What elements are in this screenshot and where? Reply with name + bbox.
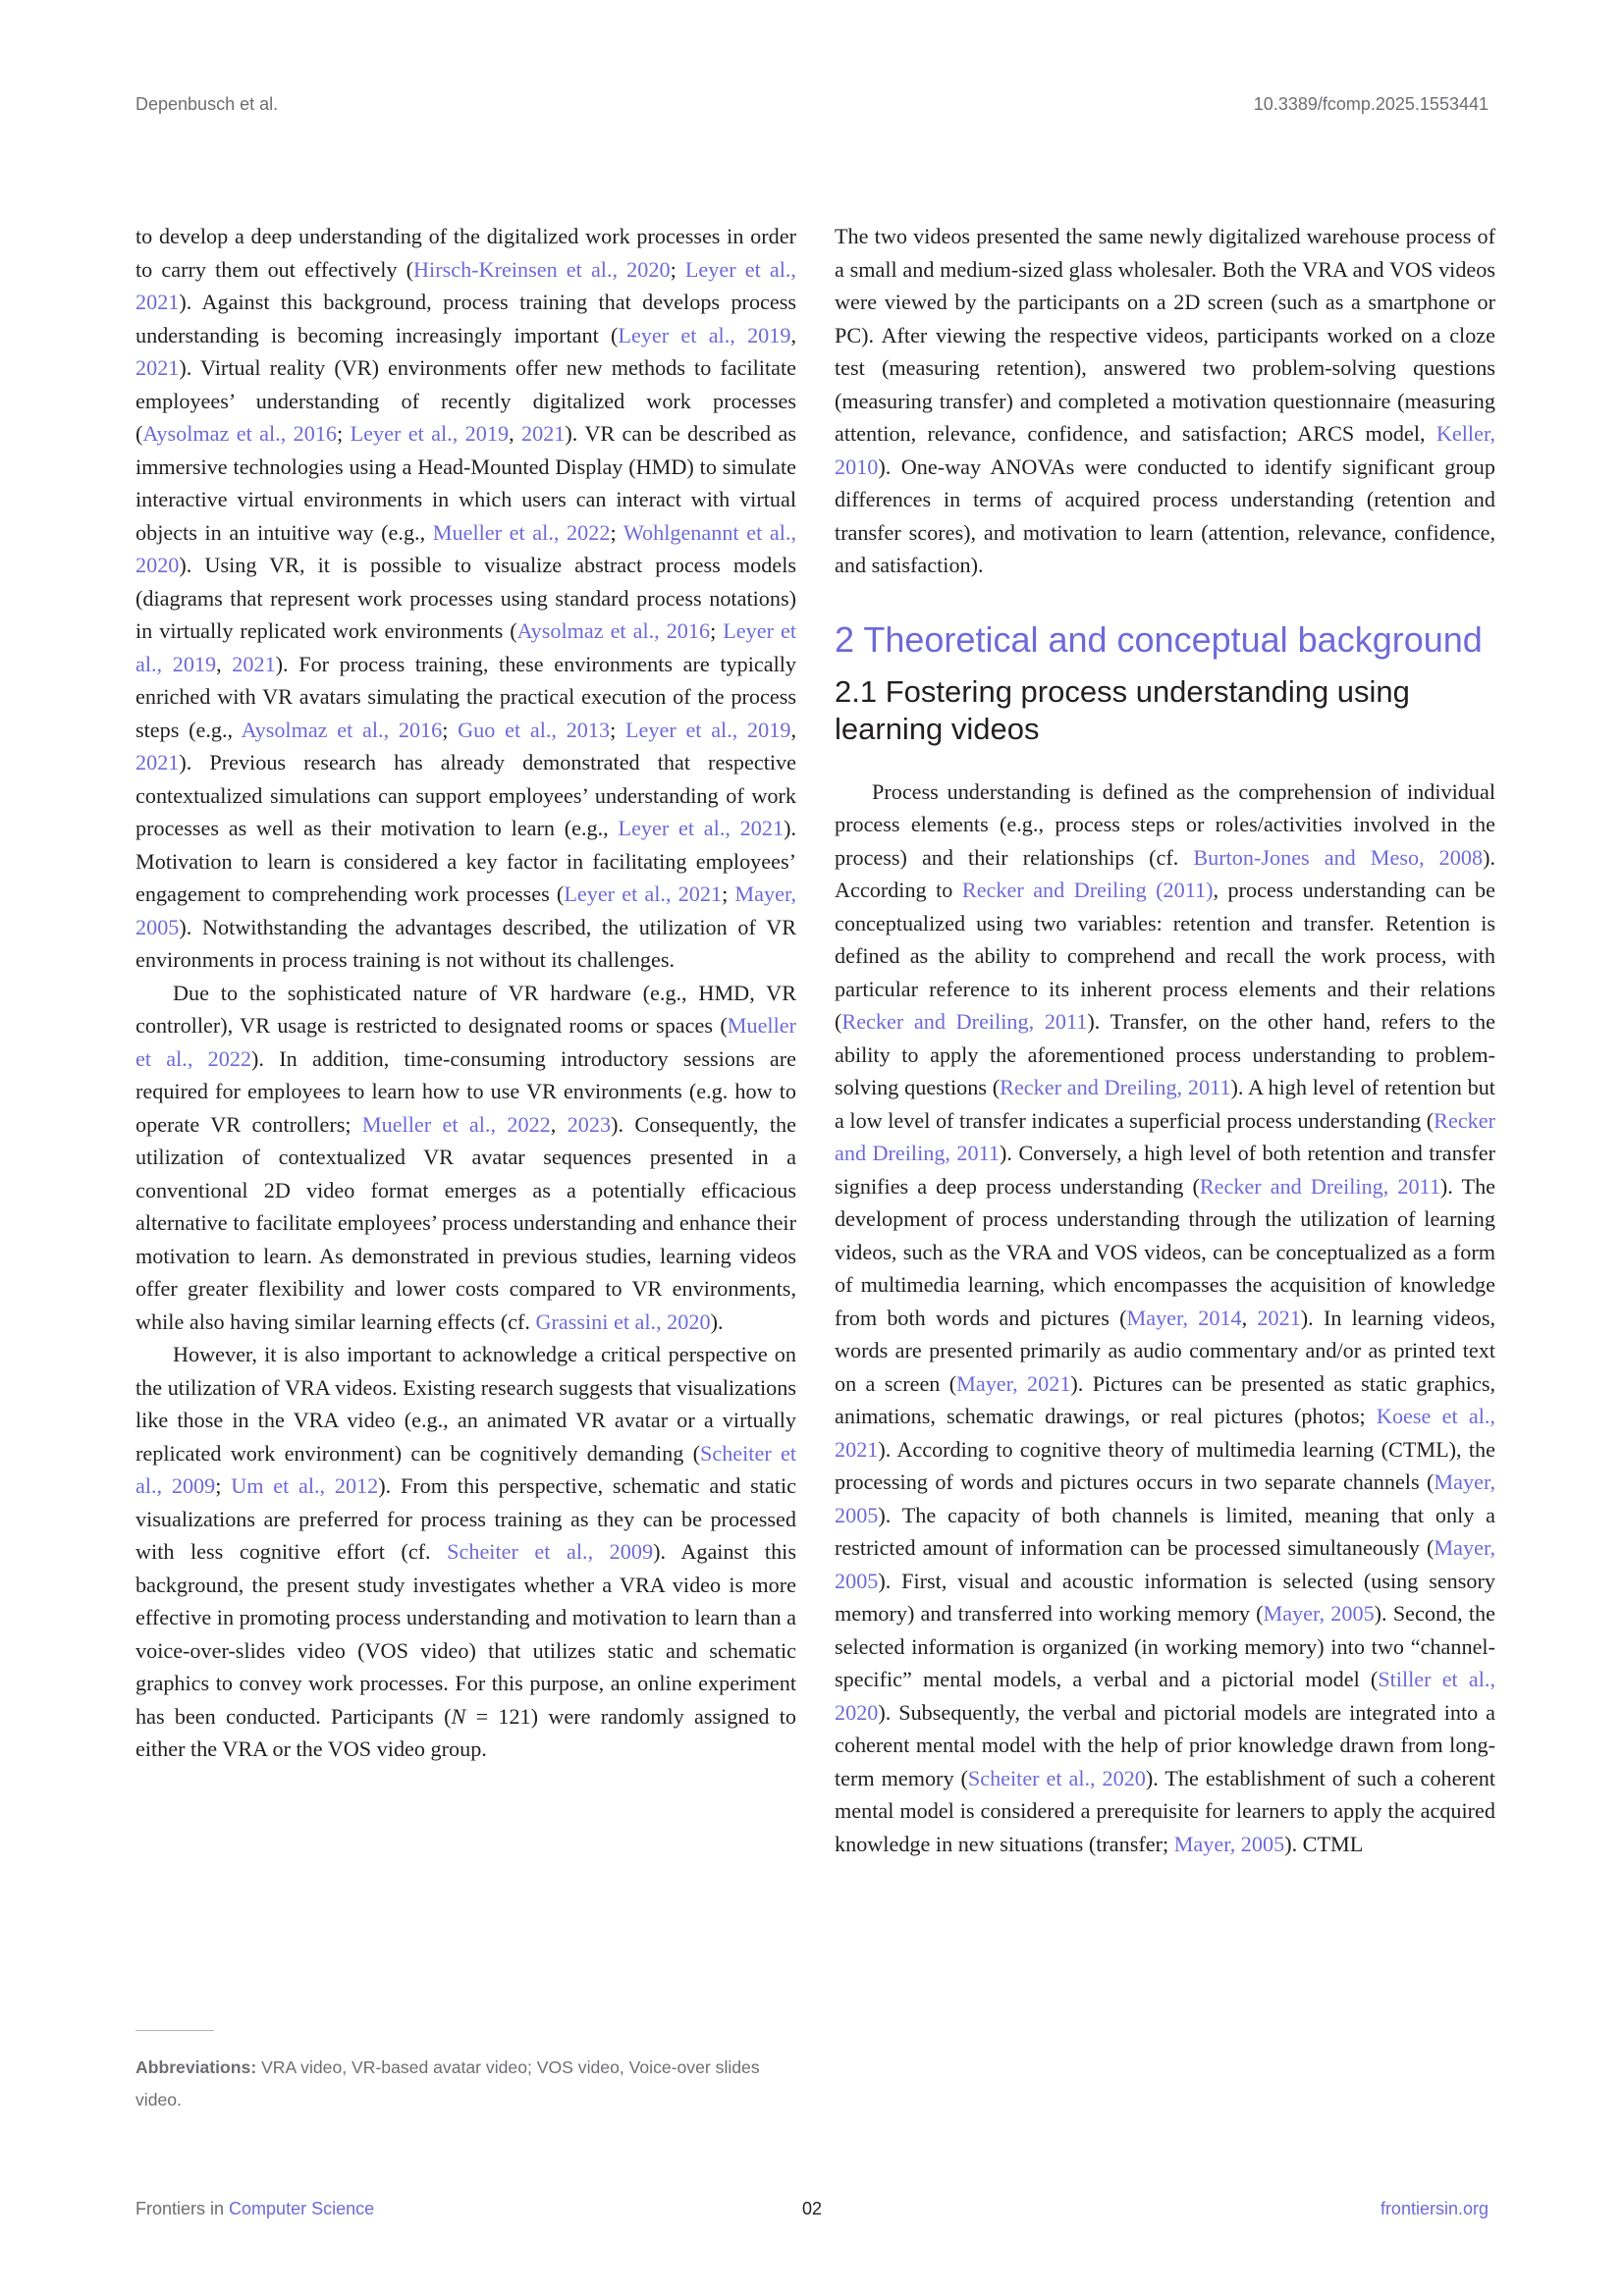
citation-link[interactable]: Scheiter et al., 2009 [447, 1539, 654, 1564]
footer-journal-prefix: Frontiers in [135, 2199, 225, 2218]
citation-link[interactable]: 2021 [232, 651, 276, 676]
citation-link[interactable]: Leyer et al., 2019 [624, 717, 791, 742]
citation-link[interactable]: Stiller et al., 2020 [835, 1667, 1495, 1725]
citation-link[interactable]: Mayer, 2005 [835, 1535, 1495, 1593]
citation-link[interactable]: 2021 [135, 355, 180, 380]
citation-link[interactable]: Koese et al., 2021 [835, 1404, 1495, 1462]
citation-link[interactable]: Mayer, 2005 [835, 1469, 1495, 1527]
citation-link[interactable]: Leyer et al., 2019 [135, 618, 796, 676]
citation-link[interactable]: Mayer, 2021 [956, 1370, 1071, 1396]
citation-link[interactable]: Leyer et al., 2021 [135, 256, 796, 314]
citation-link[interactable]: Recker and Dreiling, 2011 [841, 1009, 1088, 1034]
right-column [835, 220, 1495, 1860]
citation-link[interactable]: Mueller et al., 2022 [135, 1013, 796, 1071]
footnote-label: Abbreviations: [135, 2057, 257, 2077]
citation-link[interactable]: Keller, 2010 [835, 421, 1495, 479]
left-column [135, 220, 796, 1766]
body-paragraph: However, it is also important to acknowledge a critical perspective on the utilization of VRA videos. Existing research suggests that visualizations like those in the VRA video (e.g., an animated VR avatar or a virtually replicated work environment) can be cognitively demanding (Scheiter et al., 2009; Um et al., 2012). From this perspective, schematic and static visualizations are preferred for process training as they can be processed with less cognitive effort (cf. Scheiter et al., 2009). Against this background, the present study investigates whether a VRA video is more effective in promoting process understanding and motivation to learn than a voice-over-slides video (VOS video) that utilizes static and schematic graphics to convey work processes. For this purpose, an online experiment has been conducted. Participants (N = 121) were randomly assigned to either the VRA or the VOS video group. [135, 1342, 797, 1761]
citation-link[interactable]: Burton-Jones and Meso, 2008 [1193, 844, 1484, 870]
citation-link[interactable]: Mayer, 2014 [1126, 1305, 1242, 1330]
citation-link[interactable]: 2021 [1257, 1305, 1301, 1330]
body-paragraph: to develop a deep understanding of the digitalized work processes in order to carry them out effectively (Hirsch-Kreinsen et al., 2020; Leyer et al., 2021). Against this background, process training that develops process understanding is becoming increasingly important (Leyer et al., 2019, 2021). Virtual reality (VR) environments offer new methods to facilitate employees’ understanding of recently digitalized work processes (Aysolmaz et al., 2016; Leyer et al., 2019, 2021). VR can be described as immersive technologies using a Head-Mounted Display (HMD) to simulate interactive virtual environments in which users can interact with virtual objects in an intuitive way (e.g., Mueller et al., 2022; Wohlgenannt et al., 2020). Using VR, it is possible to visualize abstract process models (diagrams that represent work processes using standard process notations) in virtually replicated work environments (Aysolmaz et al., 2016; Leyer et al., 2019, 2021). For process training, these environments are typically enriched with VR avatars simulating the practical execution of the process steps (e.g., Aysolmaz et al., 2016; Guo et al., 2013; Leyer et al., 2019, 2021). Previous research has already demonstrated that respective contextualized simulations can support employees’ understanding of work processes as well as their motivation to learn (e.g., Leyer et al., 2021). Motivation to learn is considered a key factor in facilitating employees’ engagement to comprehending work processes (Leyer et al., 2021; Mayer, 2005). Notwithstanding the advantages described, the utilization of VR environments in process training is not without its challenges. [135, 224, 796, 972]
citation-link[interactable]: Guo et al., 2013 [458, 717, 611, 742]
citation-link[interactable]: Recker and Dreiling, 2011 [1000, 1075, 1231, 1099]
citation-link[interactable]: Leyer et al., 2019 [350, 421, 510, 446]
citation-link[interactable]: Aysolmaz et al., 2016 [142, 421, 338, 446]
footnote-rule [135, 2030, 214, 2031]
section-heading: 2 Theoretical and conceptual background [835, 618, 1483, 660]
footer-site-link[interactable]: frontiersin.org [1380, 2199, 1489, 2218]
footnote-abbreviations [135, 2052, 796, 2116]
footnote-text: VRA video, VR-based avatar video; VOS video, Voice-over slides video. [135, 2057, 760, 2109]
citation-link[interactable]: Recker and Dreiling, 2011 [835, 1107, 1495, 1165]
citation-link[interactable]: Scheiter et al., 2009 [135, 1440, 796, 1498]
page-footer [135, 2199, 1489, 2219]
citation-link[interactable]: Recker and Dreiling, 2011 [1199, 1173, 1440, 1199]
body-paragraph: Due to the sophisticated nature of VR hardware (e.g., HMD, VR controller), VR usage is restricted to designated rooms or spaces (Mueller et al., 2022). In addition, time-consuming introductory sessions are required for employees to learn how to use VR environments (e.g. how to operate VR controllers; Mueller et al., 2022, 2023). Consequently, the utilization of contextualized VR avatar sequences presented in a conventional 2D video format emerges as a potentially efficacious alternative to facilitate employees’ process understanding and enhance their motivation to learn. As demonstrated in previous studies, learning videos offer greater flexibility and lower costs compared to VR environments, while also having similar learning effects (cf. Grassini et al., 2020). [135, 980, 797, 1334]
header-authors: Depenbusch et al. [135, 94, 279, 114]
citation-link[interactable]: 2021 [521, 421, 566, 446]
citation-link[interactable]: Leyer et al., 2021 [618, 816, 785, 840]
footer-journal-link[interactable]: Computer Science [229, 2199, 375, 2218]
citation-link[interactable]: Recker and Dreiling (2011) [961, 878, 1214, 902]
math-variable: N [451, 1703, 466, 1729]
citation-link[interactable]: Aysolmaz et al., 2016 [516, 618, 711, 643]
citation-link[interactable]: Aysolmaz et al., 2016 [241, 717, 443, 742]
citation-link[interactable]: Wohlgenannt et al., 2020 [135, 519, 796, 577]
citation-link[interactable]: 2021 [135, 750, 180, 774]
citation-link[interactable]: Mueller et al., 2022 [361, 1111, 551, 1137]
header-doi: 10.3389/fcomp.2025.1553441 [1253, 94, 1489, 114]
citation-link[interactable]: Mayer, 2005 [135, 881, 796, 939]
citation-link[interactable]: Hirsch-Kreinsen et al., 2020 [413, 256, 671, 282]
citation-link[interactable]: Mayer, 2005 [1263, 1601, 1375, 1626]
citation-link[interactable]: Grassini et al., 2020 [535, 1308, 711, 1334]
body-paragraph: Process understanding is defined as the comprehension of individual process elements (e.g., process steps or roles/activities involved in the process) and their relationships (cf. Burton-Jones and Meso, 2008). According to Recker and Dreiling (2011), process understanding can be conceptualized using two variables: retention and transfer. Retention is defined as the ability to comprehend and recall the work process, with particular reference to its inherent process elements and their relations (Recker and Dreiling, 2011). Transfer, on the other hand, refers to the ability to apply the aforementioned process understanding to problem-solving questions (Recker and Dreiling, 2011). A high level of retention but a low level of transfer indicates a superficial process understanding (Recker and Dreiling, 2011). Conversely, a high level of both retention and transfer signifies a deep process understanding (Recker and Dreiling, 2011). The development of process understanding through the utilization of learning videos, such as the VRA and VOS videos, can be conceptualized as a form of multimedia learning, which encompasses the acquisition of knowledge from both words and pictures (Mayer, 2014, 2021). In learning videos, words are presented primarily as audio commentary and/or as printed text on a screen (Mayer, 2021). Pictures can be presented as static graphics, animations, schematic drawings, or real pictures (photos; Koese et al., 2021). According to cognitive theory of multimedia learning (CTML), the processing of words and pictures occurs in two separate channels (Mayer, 2005). The capacity of both channels is limited, meaning that only a restricted amount of information can be processed simultaneously (Mayer, 2005). First, visual and acoustic information is selected (using sensory memory) and transferred into working memory (Mayer, 2005). Second, the selected information is organized (in working memory) into two “channel-specific” mental models, a verbal and a pictorial model (Stiller et al., 2020). Subsequently, the verbal and pictorial models are integrated into a coherent mental model with the help of prior knowledge drawn from long-term memory (Scheiter et al., 2020). The establishment of such a coherent mental model is considered a prerequisite for learners to apply the acquired knowledge in new situations (transfer; Mayer, 2005). CTML [835, 778, 1496, 1856]
page-number: 02 [801, 2199, 823, 2218]
citation-link[interactable]: Mueller et al., 2022 [432, 519, 611, 545]
citation-link[interactable]: 2023 [567, 1111, 612, 1137]
subsection-heading: 2.1 Fostering process understanding using learning videos [835, 673, 1410, 746]
running-header [135, 94, 1489, 115]
citation-link[interactable]: Leyer et al., 2019 [618, 322, 791, 347]
citation-link[interactable]: Mayer, 2005 [1173, 1831, 1285, 1856]
body-paragraph: The two videos presented the same newly digitalized warehouse process of a small and medium-sized glass wholesaler. Both the VRA and VOS videos were viewed by the participants on a 2D screen (such as a smartphone or PC). After viewing the respective videos, participants worked on a cloze test (measuring retention), answered two problem-solving questions (measuring transfer) and completed a motivation questionnaire (measuring attention, relevance, confidence, and satisfaction; ARCS model, Keller, 2010). One-way ANOVAs were conducted to identify significant group differences in terms of acquired process understanding (retention and transfer scores), and motivation to learn (attention, relevance, confidence, and satisfaction). [835, 224, 1495, 577]
citation-link[interactable]: Um et al., 2012 [231, 1473, 379, 1498]
citation-link[interactable]: Scheiter et al., 2020 [967, 1765, 1146, 1790]
citation-link[interactable]: Leyer et al., 2021 [564, 881, 723, 906]
